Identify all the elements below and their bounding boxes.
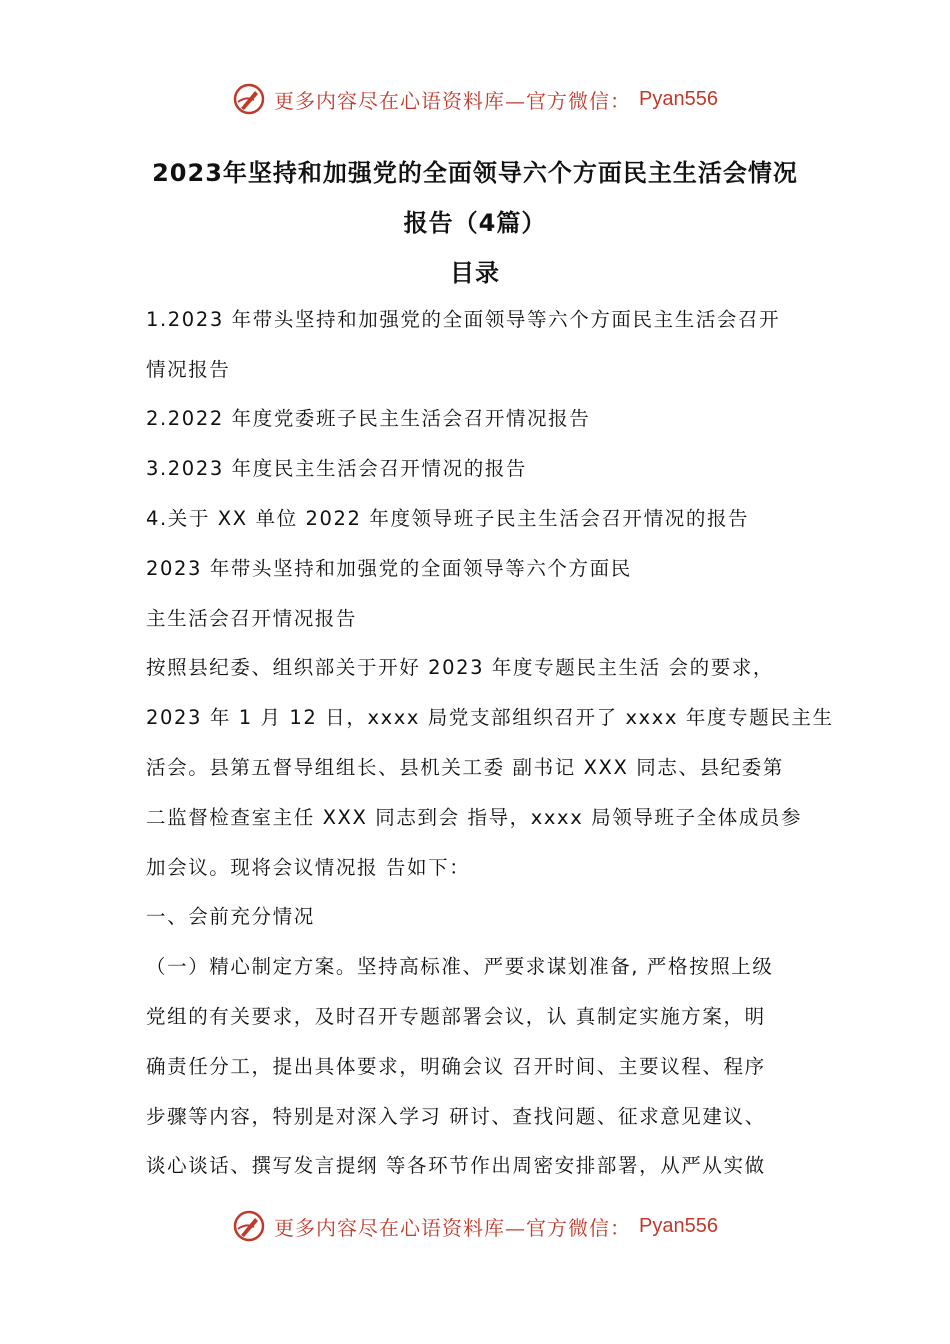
text-line: 二监督检查室主任 XXX 同志到会 指导，xxxx 局领导班子全体成员参 xyxy=(146,806,803,829)
text-line: 活会。县第五督导组组长、县机关工委 副书记 XXX 同志、县纪委第 xyxy=(146,756,784,779)
watermark-code: Pyan556 xyxy=(639,87,718,110)
watermark-code: Pyan556 xyxy=(639,1214,718,1237)
text-line: 2023 年 1 月 12 日，xxxx 局党支部组织召开了 xxxx 年度专题民主生 xyxy=(146,706,834,729)
doc-title-line-1: 2023年坚持和加强党的全面领导六个方面民主生活会情况 xyxy=(152,159,798,187)
watermark-banner-bottom xyxy=(0,1209,950,1243)
text-line: 步骤等内容，特别是对深入学习 研讨、查找问题、征求意见建议、 xyxy=(146,1105,766,1128)
text-line: 加会议。现将会议情况报 告如下： xyxy=(146,856,471,879)
pen-logo-icon xyxy=(232,1209,266,1243)
toc-heading: 目录 xyxy=(450,259,500,287)
text-line: 一、会前充分情况 xyxy=(146,905,315,928)
text-line: 1.2023 年带头坚持和加强党的全面领导等六个方面民主生活会召开 xyxy=(146,308,781,331)
text-line: 按照县纪委、组织部关于开好 2023 年度专题民主生活 会的要求， xyxy=(146,656,775,679)
doc-title-line-2: 报告（4篇） xyxy=(403,209,547,237)
watermark-banner-top xyxy=(0,82,950,116)
watermark-text: 更多内容尽在心语资料库—官方微信： xyxy=(274,88,632,113)
text-line: 谈心谈话、撰写发言提纲 等各环节作出周密安排部署，从严从实做 xyxy=(146,1154,766,1177)
text-line: 4.关于 XX 单位 2022 年度领导班子民主生活会召开情况的报告 xyxy=(146,507,750,530)
text-line: （一）精心制定方案。坚持高标准、严要求谋划准备, 严格按照上级 xyxy=(146,955,774,978)
text-line: 2.2022 年度党委班子民主生活会召开情况报告 xyxy=(146,407,591,430)
text-line: 确责任分工，提出具体要求，明确会议 召开时间、主要议程、程序 xyxy=(146,1055,766,1078)
watermark-text: 更多内容尽在心语资料库—官方微信： xyxy=(274,1215,632,1240)
text-line: 情况报告 xyxy=(146,358,231,381)
text-line: 主生活会召开情况报告 xyxy=(146,607,358,630)
text-line: 党组的有关要求，及时召开专题部署会议，认 真制定实施方案，明 xyxy=(146,1005,766,1028)
text-line: 2023 年带头坚持和加强党的全面领导等六个方面民 xyxy=(146,557,632,580)
text-line: 3.2023 年度民主生活会召开情况的报告 xyxy=(146,457,528,480)
pen-logo-icon xyxy=(232,82,266,116)
